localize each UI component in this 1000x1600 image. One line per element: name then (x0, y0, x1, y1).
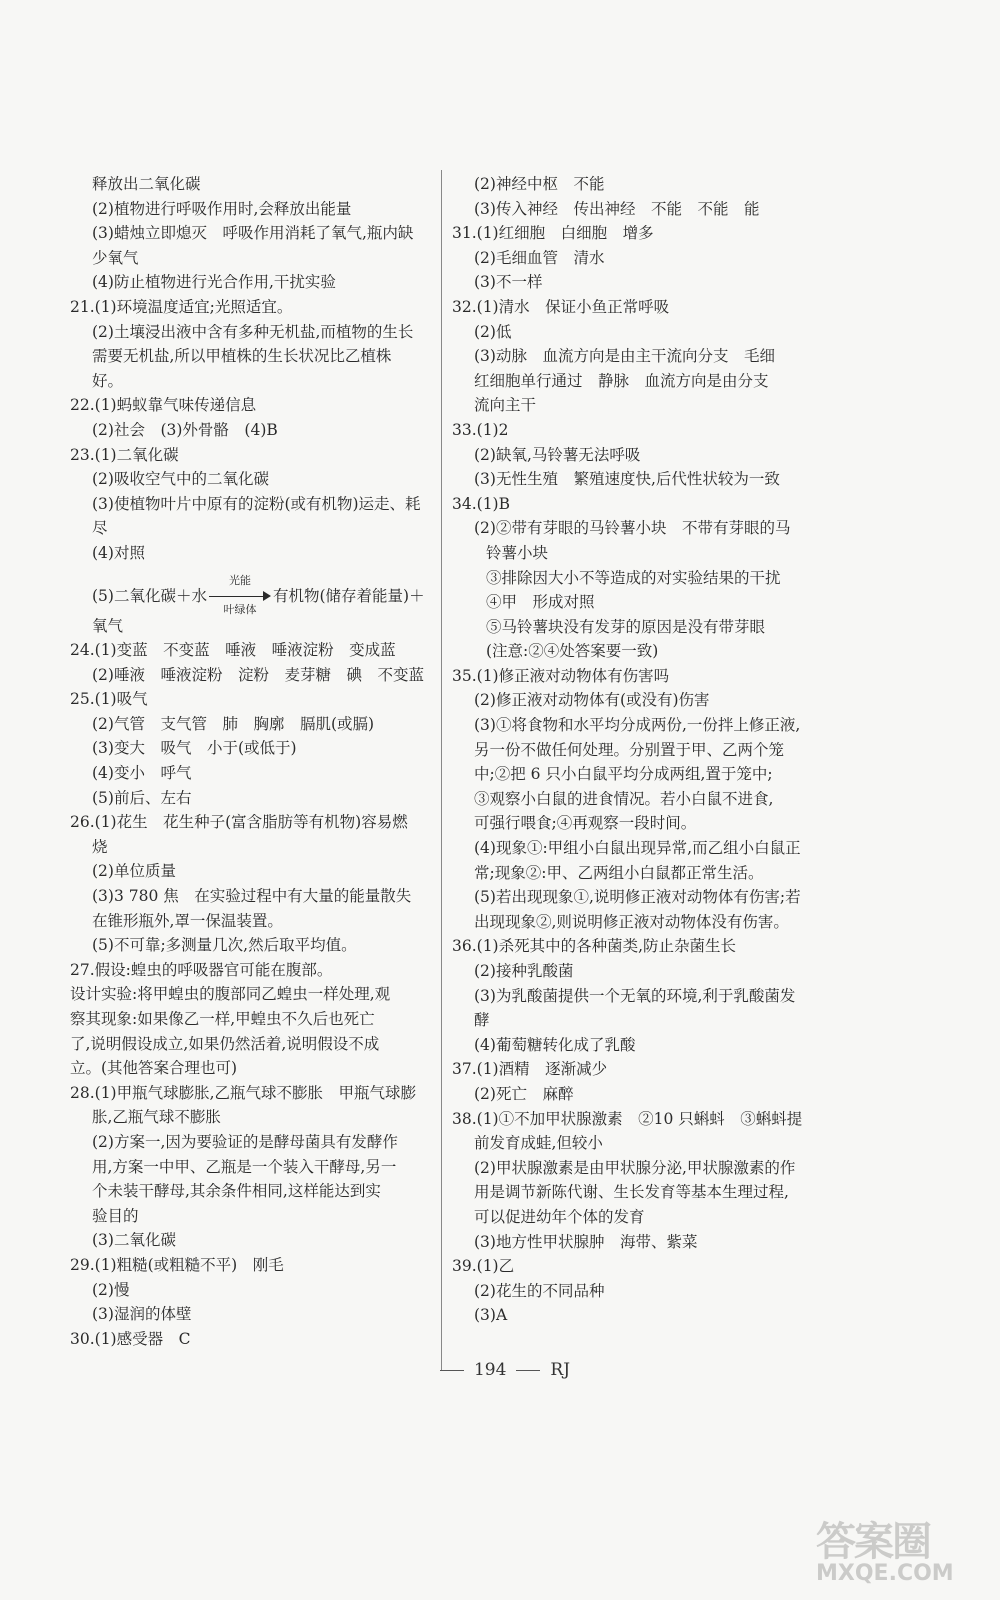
answer-line: 出现现象②,则说明修正液对动物体没有伤害。 (474, 912, 789, 931)
equation-text (92, 573, 425, 616)
answer-line: 可强行喂食;④再观察一段时间。 (474, 814, 697, 833)
answer-line: (4)防止植物进行光合作用,干扰实验 (92, 273, 336, 292)
column-divider (441, 170, 442, 1370)
answer-heading-line: 27.假设:蝗虫的呼吸器官可能在腹部。 (70, 960, 333, 979)
answer-line: 流向主干 (474, 396, 537, 415)
footer-dash-right (516, 1370, 540, 1371)
answer-heading-line: 26.(1)花生 花生种子(富含脂肪等有机物)容易燃 (70, 813, 408, 832)
answer-line: (3)传入神经 传出神经 不能 不能 能 (474, 199, 760, 218)
answer-heading-line: 34.(1)B (452, 494, 510, 513)
answer-line: (3)变大 吸气 小于(或低于) (92, 739, 297, 758)
answer-line: (2)神经中枢 不能 (474, 175, 605, 193)
answer-line: 前发育成蛙,但较小 (474, 1134, 603, 1153)
arrow-condition-below: 叶绿体 (223, 602, 257, 616)
answer-line: 常;现象②:甲、乙两组小白鼠都正常生活。 (474, 863, 764, 882)
answer-line: (3)地方性甲状腺肿 海带、紫菜 (474, 1232, 698, 1251)
answer-heading-line: 察其现象:如果像乙一样,甲蝗虫不久后也死亡 (70, 1010, 375, 1028)
answer-heading-line: 25.(1)吸气 (70, 690, 148, 709)
answer-heading-line: 24.(1)变蓝 不变蓝 唾液 唾液淀粉 变成蓝 (70, 641, 396, 660)
answer-line: 需要无机盐,所以甲植株的生长状况比乙植株 (92, 347, 392, 366)
arrow-head (263, 591, 271, 601)
answer-line: 个未装干酵母,其余条件相同,这样能达到实 (92, 1182, 381, 1201)
answer-heading-line: 立。(其他答案合理也可) (70, 1059, 238, 1078)
answer-heading-line: 21.(1)环境温度适宜;光照适宜。 (70, 297, 293, 316)
watermark-url: MXQE.COM (816, 1561, 954, 1586)
answer-line: (3)二氧化碳 (92, 1231, 176, 1250)
answer-heading-line: 28.(1)甲瓶气球膨胀,乙瓶气球不膨胀 甲瓶气球膨 (70, 1083, 417, 1102)
answer-line: (2)低 (474, 322, 512, 341)
answer-line: (2)甲状腺激素是由甲状腺分泌,甲状腺激素的作 (474, 1158, 796, 1177)
answer-line: 用,方案一中甲、乙瓶是一个装入干酵母,另一 (92, 1157, 397, 1176)
answer-line: (2)死亡 麻醉 (474, 1084, 574, 1103)
answer-line: (3)①将食物和水平均分成两份,一份拌上修正液, (474, 716, 801, 735)
answer-line: 可以促进幼年个体的发育 (474, 1207, 645, 1226)
watermark-logo (816, 1510, 986, 1590)
answer-line: (2)气管 支气管 肺 胸廓 膈肌(或膈) (92, 714, 375, 733)
answer-line: 红细胞单行通过 静脉 血流方向是由分支 (474, 371, 769, 390)
answer-line: (5)若出现现象①,说明修正液对动物体有伤害;若 (474, 888, 801, 907)
answer-line: ③排除因大小不等造成的对实验结果的干扰 (486, 568, 781, 587)
answer-heading-line: 32.(1)清水 保证小鱼正常呼吸 (452, 297, 670, 316)
equation-lhs: (5)二氧化碳＋水 (92, 586, 207, 605)
right-column (452, 172, 852, 1328)
answer-line: (4)葡萄糖转化成了乳酸 (474, 1035, 636, 1054)
answer-line: 氧气 (92, 616, 124, 635)
answer-heading-line: 31.(1)红细胞 白细胞 增多 (452, 224, 654, 243)
arrow-shaft (209, 596, 265, 597)
answer-line: (2)慢 (92, 1280, 130, 1299)
answer-heading-line: 38.(1)①不加甲状腺激素 ②10 只蝌蚪 ③蝌蚪提 (452, 1109, 803, 1128)
answer-line: (2)土壤浸出液中含有多种无机盐,而植物的生长 (92, 322, 414, 341)
answer-line: (5)不可靠;多测量几次,然后取平均值。 (92, 936, 357, 955)
answer-line: (2)方案一,因为要验证的是酵母菌具有发酵作 (92, 1132, 398, 1151)
answer-heading-line: 设计实验:将甲蝗虫的腹部同乙蝗虫一样处理,观 (70, 985, 391, 1004)
page-number: 194 (473, 1360, 507, 1380)
footer-dash-left (440, 1370, 464, 1371)
answer-line: (3)动脉 血流方向是由主干流向分支 毛细 (474, 347, 775, 366)
answer-line: (3)3 780 焦 在实验过程中有大量的能量散失 (92, 887, 412, 906)
answer-line: (5)前后、左右 (92, 788, 192, 807)
answer-line: ③观察小白鼠的进食情况。若小白鼠不进食, (474, 789, 774, 808)
answer-line: (2)毛细血管 清水 (474, 248, 605, 267)
answer-line: 胀,乙瓶气球不膨胀 (92, 1108, 221, 1127)
answer-line: (3)湿润的体壁 (92, 1305, 192, 1324)
answer-line: 释放出二氧化碳 (92, 175, 201, 193)
answer-line: (3)使植物叶片中原有的淀粉(或有机物)运走、耗 (92, 494, 421, 513)
left-column (70, 172, 440, 1351)
answer-line: 好。 (92, 371, 124, 390)
answer-heading-line: 23.(1)二氧化碳 (70, 445, 179, 464)
answer-line: (2)吸收空气中的二氧化碳 (92, 470, 269, 489)
answer-heading-line: 35.(1)修正液对动物体有伤害吗 (452, 666, 670, 685)
answer-line: 在锥形瓶外,罩一保温装置。 (92, 911, 283, 930)
answer-line: (2)接种乳酸菌 (474, 962, 574, 980)
answer-line: (2)②带有芽眼的马铃薯小块 不带有芽眼的马 (474, 519, 791, 538)
arrow-condition-above: 光能 (228, 573, 251, 587)
answer-heading-line: 22.(1)蚂蚁靠气味传递信息 (70, 396, 257, 415)
answer-line: (2)唾液 唾液淀粉 淀粉 麦芽糖 碘 不变蓝 (92, 665, 424, 684)
answer-line: ⑤马铃薯块没有发芽的原因是没有带芽眼 (486, 617, 766, 636)
answer-line: 少氧气 (92, 248, 139, 267)
answer-heading-line: 33.(1)2 (452, 420, 509, 439)
answer-heading-line: 39.(1)乙 (452, 1257, 515, 1276)
answer-line: 中;②把 6 只小白鼠平均分成两组,置于笼中; (474, 765, 773, 784)
answer-line: (3)不一样 (474, 273, 543, 292)
answer-line: (3)蜡烛立即熄灭 呼吸作用消耗了氧气,瓶内缺 (92, 224, 414, 243)
answer-line: 铃薯小块 (486, 543, 549, 562)
answer-line: (2)植物进行呼吸作用时,会释放出能量 (92, 199, 352, 218)
answer-line: 用是调节新陈代谢、生长发育等基本生理过程, (474, 1183, 789, 1202)
page-footer (0, 1360, 1000, 1380)
answer-heading-line: 36.(1)杀死其中的各种菌类,防止杂菌生长 (452, 937, 737, 956)
answer-heading-line: 了,说明假设成立,如果仍然活着,说明假设不成 (70, 1034, 380, 1053)
answer-line: (2)花生的不同品种 (474, 1281, 605, 1300)
answer-line: 尽 (92, 519, 108, 538)
answer-line: (2)修正液对动物体有(或没有)伤害 (474, 691, 710, 710)
answer-heading-line: 30.(1)感受器 C (70, 1329, 191, 1348)
answer-heading-line: 29.(1)粗糙(或粗糙不平) 刚毛 (70, 1255, 284, 1274)
reaction-arrow (209, 573, 271, 616)
answer-heading-line: 37.(1)酒精 逐渐减少 (452, 1060, 608, 1079)
answer-line: (3)为乳酸菌提供一个无氧的环境,利于乳酸菌发 (474, 986, 796, 1005)
answer-line: (2)社会 (3)外骨骼 (4)B (92, 420, 278, 439)
answer-line: 酵 (474, 1011, 490, 1030)
answer-line: (4)对照 (92, 543, 145, 562)
answer-line: (注意:②④处答案要一致) (486, 642, 659, 661)
photosynthesis-equation (70, 566, 440, 614)
answer-line: (3)无性生殖 繁殖速度快,后代性状较为一致 (474, 470, 780, 489)
answer-line: (4)现象①:甲组小白鼠出现异常,而乙组小白鼠正 (474, 839, 801, 858)
watermark-glyphs: 答案圈 (816, 1519, 930, 1565)
answer-line: ④甲 形成对照 (486, 593, 595, 612)
answer-line: (2)单位质量 (92, 862, 176, 881)
answer-line: (3)A (474, 1306, 508, 1325)
answer-line: (4)变小 呼气 (92, 764, 192, 783)
answer-line: 另一份不做任何处理。分别置于甲、乙两个笼 (474, 740, 785, 759)
edition-code: RJ (550, 1360, 571, 1380)
answer-line: 验目的 (92, 1206, 139, 1225)
equation-rhs: 有机物(储存着能量)＋ (272, 586, 425, 605)
answer-line: (2)缺氧,马铃薯无法呼吸 (474, 445, 641, 464)
answer-line: 烧 (92, 837, 108, 856)
